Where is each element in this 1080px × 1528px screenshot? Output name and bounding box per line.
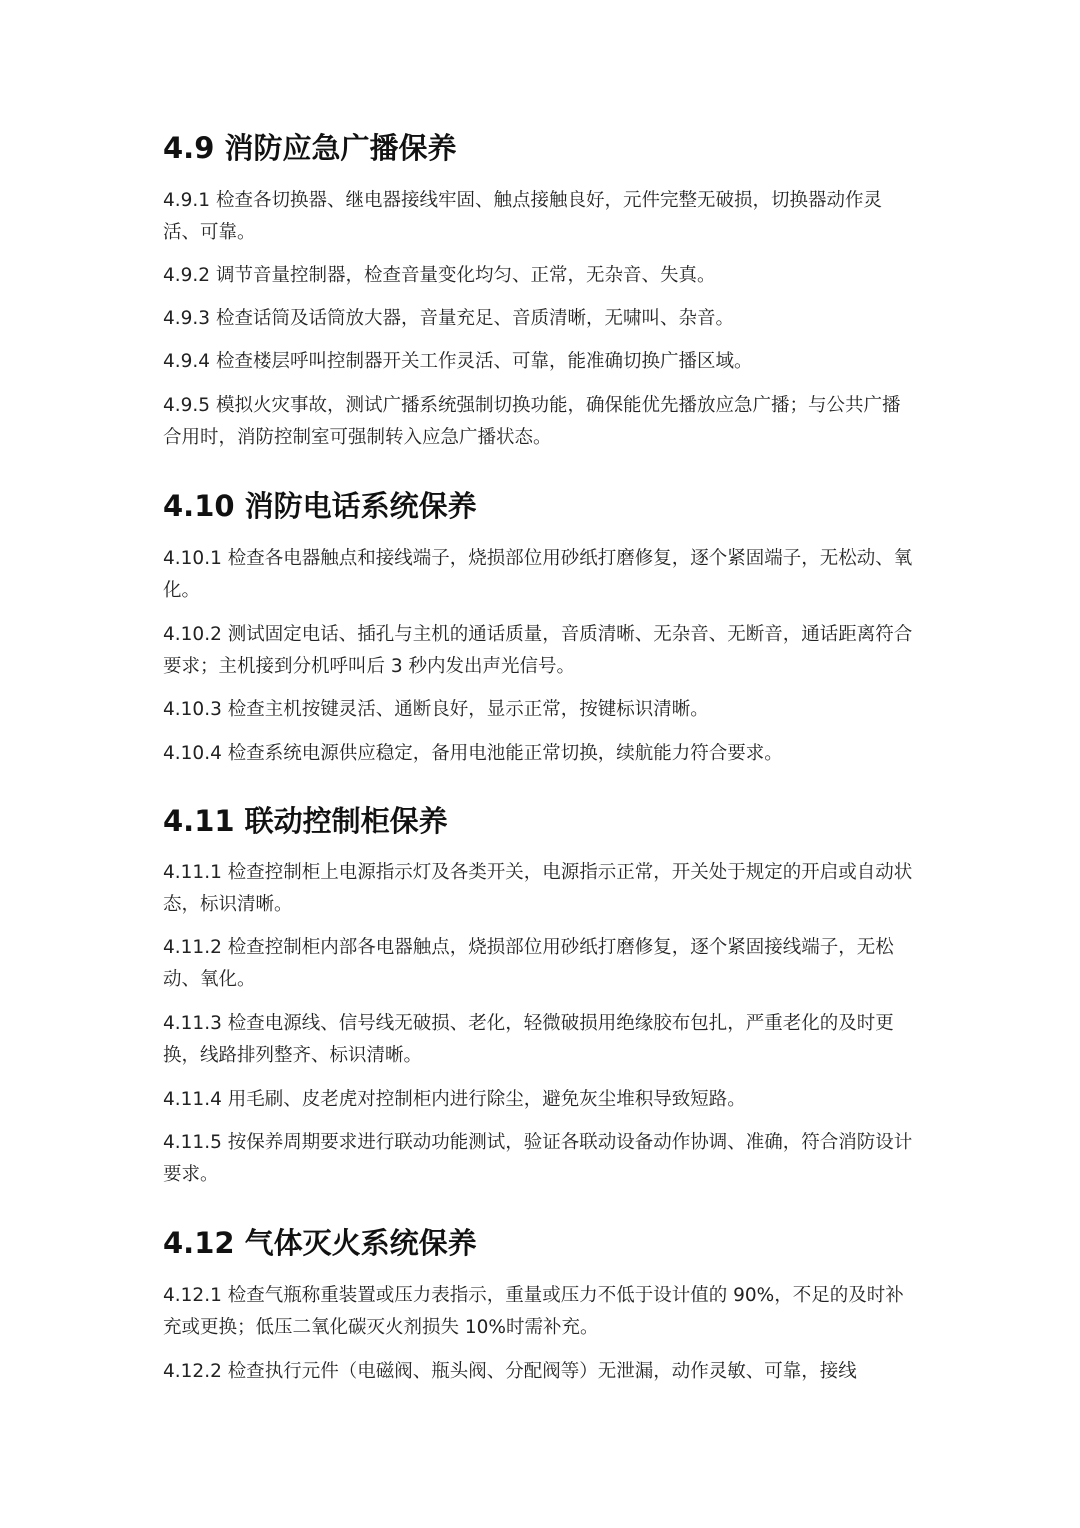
section-title-4-10: 4.10 消防电话系统保养 [163, 489, 477, 523]
paragraph-4-9-2: 4.9.2 调节音量控制器，检查音量变化均匀、正常，无杂音、失真。 [163, 265, 716, 286]
paragraph-4-11-2: 4.11.2 检查控制柜内部各电器触点，烧损部位用砂纸打磨修复，逐个紧固接线端子，无松动、氧化。 [163, 937, 894, 990]
paragraph-4-9-3: 4.9.3 检查话筒及话筒放大器，音量充足、音质清晰，无啸叫、杂音。 [163, 308, 734, 329]
section-title-4-12: 4.12 气体灭火系统保养 [163, 1226, 477, 1260]
paragraph-4-12-1: 4.12.1 检查气瓶称重装置或压力表指示，重量或压力不低于设计值的 90%，不足的及时补充或更换；低压二氧化碳灭火剂损失 10%时需补充。 [163, 1285, 904, 1338]
section-title-4-11: 4.11 联动控制柜保养 [163, 804, 448, 838]
section-title-4-9: 4.9 消防应急广播保养 [163, 131, 457, 165]
paragraph-4-10-2: 4.10.2 测试固定电话、插孔与主机的通话质量，音质清晰、无杂音、无断音，通话距离符合要求；主机接到分机呼叫后 3 秒内发出声光信号。 [163, 624, 913, 677]
paragraph-4-11-5: 4.11.5 按保养周期要求进行联动功能测试，验证各联动设备动作协调、准确，符合消防设计要求。 [163, 1132, 913, 1185]
paragraph-4-11-1: 4.11.1 检查控制柜上电源指示灯及各类开关，电源指示正常，开关处于规定的开启或自动状态，标识清晰。 [163, 862, 913, 915]
paragraph-4-12-2: 4.12.2 检查执行元件（电磁阀、瓶头阀、分配阀等）无泄漏，动作灵敏、可靠，接线 [163, 1361, 857, 1382]
paragraph-4-9-5: 4.9.5 模拟火灾事故，测试广播系统强制切换功能，确保能优先播放应急广播；与公共广播合用时，消防控制室可强制转入应急广播状态。 [163, 395, 901, 448]
paragraph-4-11-3: 4.11.3 检查电源线、信号线无破损、老化，轻微破损用绝缘胶布包扎，严重老化的及时更换，线路排列整齐、标识清晰。 [163, 1013, 894, 1066]
paragraph-4-9-1: 4.9.1 检查各切换器、继电器接线牢固、触点接触良好，元件完整无破损，切换器动作灵活、可靠。 [163, 190, 882, 243]
paragraph-4-11-4: 4.11.4 用毛刷、皮老虎对控制柜内进行除尘，避免灰尘堆积导致短路。 [163, 1089, 746, 1110]
paragraph-4-10-4: 4.10.4 检查系统电源供应稳定，备用电池能正常切换，续航能力符合要求。 [163, 743, 783, 764]
paragraph-4-9-4: 4.9.4 检查楼层呼叫控制器开关工作灵活、可靠，能准确切换广播区域。 [163, 351, 753, 372]
paragraph-4-10-3: 4.10.3 检查主机按键灵活、通断良好，显示正常，按键标识清晰。 [163, 699, 709, 720]
paragraph-4-10-1: 4.10.1 检查各电器触点和接线端子，烧损部位用砂纸打磨修复，逐个紧固端子，无松动、氧化。 [163, 548, 913, 601]
